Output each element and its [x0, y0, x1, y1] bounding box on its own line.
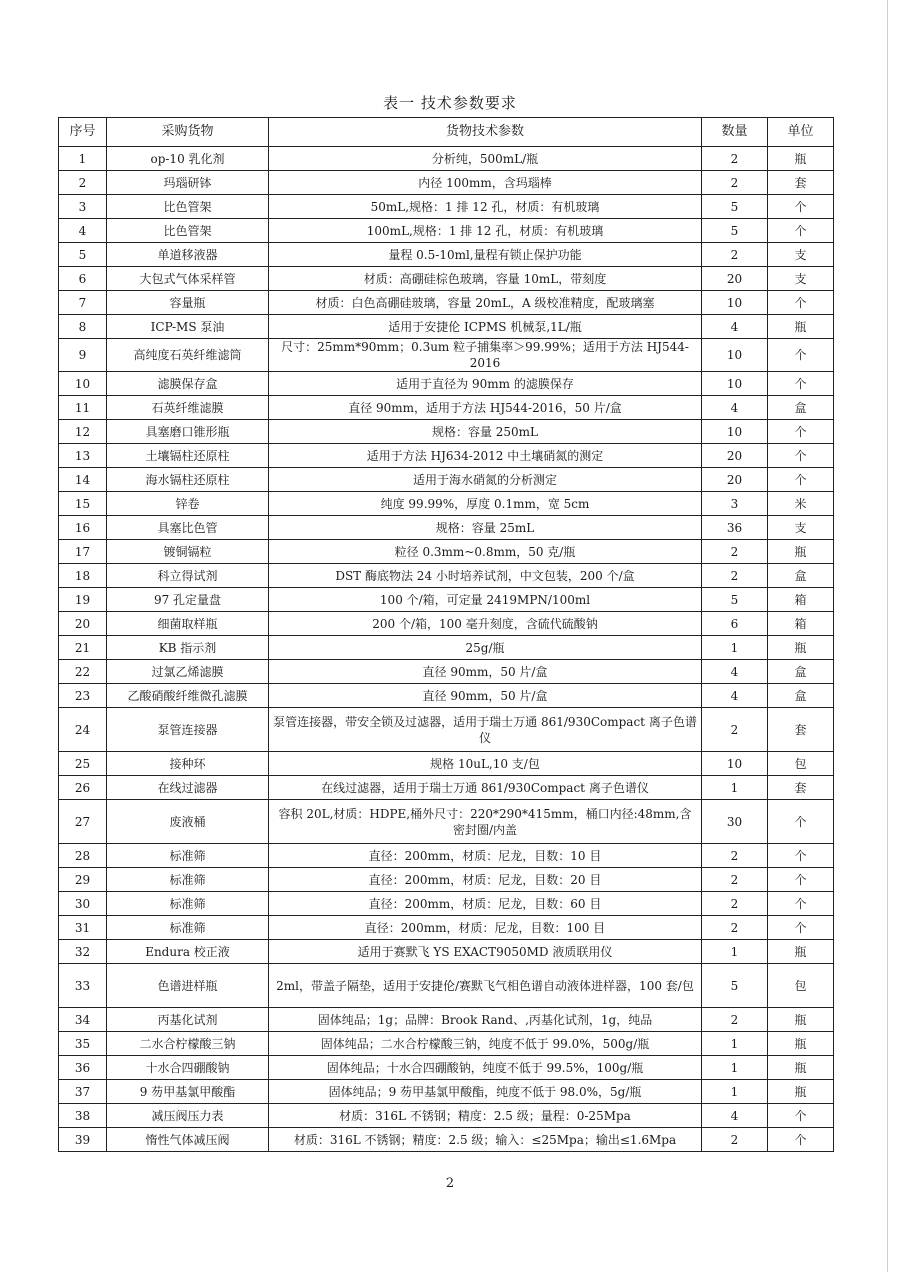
table-row — [59, 776, 834, 800]
cell-index: 18 — [59, 564, 107, 588]
cell-quantity: 20 — [702, 267, 768, 291]
cell-item: 具塞比色管 — [107, 516, 269, 540]
cell-spec: 固体纯品；1g；品牌：Brook Rand、,丙基化试剂，1g，纯品 — [269, 1008, 702, 1032]
cell-index: 23 — [59, 684, 107, 708]
cell-index: 24 — [59, 708, 107, 752]
table-row — [59, 588, 834, 612]
cell-spec: 纯度 99.99%，厚度 0.1mm，宽 5cm — [269, 492, 702, 516]
cell-item: 镀铜镉粒 — [107, 540, 269, 564]
cell-unit: 个 — [768, 844, 834, 868]
cell-item: 比色管架 — [107, 219, 269, 243]
cell-unit: 支 — [768, 243, 834, 267]
cell-quantity: 20 — [702, 468, 768, 492]
cell-quantity: 4 — [702, 396, 768, 420]
cell-spec: 直径 90mm，50 片/盒 — [269, 684, 702, 708]
table-row — [59, 800, 834, 844]
table-row — [59, 684, 834, 708]
table-row — [59, 1104, 834, 1128]
cell-quantity: 10 — [702, 420, 768, 444]
table-row — [59, 339, 834, 372]
cell-item: 过氯乙烯滤膜 — [107, 660, 269, 684]
cell-quantity: 1 — [702, 940, 768, 964]
cell-quantity: 4 — [702, 684, 768, 708]
cell-unit: 盒 — [768, 396, 834, 420]
cell-spec: 100 个/箱，可定量 2419MPN/100ml — [269, 588, 702, 612]
cell-index: 9 — [59, 339, 107, 372]
cell-item: 滤膜保存盒 — [107, 372, 269, 396]
cell-item: 锌卷 — [107, 492, 269, 516]
cell-spec: 200 个/箱，100 毫升刻度，含硫代硫酸钠 — [269, 612, 702, 636]
cell-spec: 规格：容量 250mL — [269, 420, 702, 444]
cell-item: 土壤镉柱还原柱 — [107, 444, 269, 468]
cell-unit: 瓶 — [768, 147, 834, 171]
cell-quantity: 36 — [702, 516, 768, 540]
cell-unit: 瓶 — [768, 315, 834, 339]
table-row — [59, 468, 834, 492]
cell-spec: 在线过滤器，适用于瑞士万通 861/930Compact 离子色谱仪 — [269, 776, 702, 800]
cell-spec: 粒径 0.3mm~0.8mm，50 克/瓶 — [269, 540, 702, 564]
cell-item: 高纯度石英纤维滤筒 — [107, 339, 269, 372]
cell-quantity: 2 — [702, 243, 768, 267]
cell-quantity: 2 — [702, 540, 768, 564]
cell-index: 32 — [59, 940, 107, 964]
table-row — [59, 1056, 834, 1080]
cell-index: 17 — [59, 540, 107, 564]
cell-index: 10 — [59, 372, 107, 396]
cell-spec: 材质：白色高硼硅玻璃，容量 20mL，A 级校准精度，配玻璃塞 — [269, 291, 702, 315]
cell-index: 36 — [59, 1056, 107, 1080]
cell-item: op-10 乳化剂 — [107, 147, 269, 171]
cell-spec: 容积 20L,材质：HDPE,桶外尺寸：220*290*415mm，桶口内径:48mm,含密封圈/内盖 — [269, 800, 702, 844]
cell-item: 乙酸硝酸纤维微孔滤膜 — [107, 684, 269, 708]
table-row — [59, 147, 834, 171]
cell-spec: 直径：200mm，材质：尼龙，目数：20 目 — [269, 868, 702, 892]
cell-item: 惰性气体减压阀 — [107, 1128, 269, 1152]
cell-item: 比色管架 — [107, 195, 269, 219]
cell-spec: 规格：容量 25mL — [269, 516, 702, 540]
cell-spec: 分析纯，500mL/瓶 — [269, 147, 702, 171]
cell-quantity: 2 — [702, 868, 768, 892]
cell-item: 科立得试剂 — [107, 564, 269, 588]
cell-quantity: 1 — [702, 1032, 768, 1056]
cell-item: 玛瑙研钵 — [107, 171, 269, 195]
cell-quantity: 2 — [702, 1008, 768, 1032]
cell-index: 20 — [59, 612, 107, 636]
cell-spec: 50mL,规格：1 排 12 孔，材质：有机玻璃 — [269, 195, 702, 219]
cell-unit: 个 — [768, 916, 834, 940]
header-item: 采购货物 — [107, 118, 269, 147]
cell-quantity: 5 — [702, 588, 768, 612]
cell-item: 细菌取样瓶 — [107, 612, 269, 636]
cell-unit: 个 — [768, 219, 834, 243]
cell-quantity: 4 — [702, 1104, 768, 1128]
cell-index: 5 — [59, 243, 107, 267]
cell-unit: 个 — [768, 868, 834, 892]
cell-unit: 个 — [768, 372, 834, 396]
cell-index: 19 — [59, 588, 107, 612]
cell-item: 单道移液器 — [107, 243, 269, 267]
cell-item: 9 芴甲基氯甲酸酯 — [107, 1080, 269, 1104]
cell-index: 15 — [59, 492, 107, 516]
cell-spec: 适用于海水硝氮的分析测定 — [269, 468, 702, 492]
cell-spec: 2ml，带盖子隔垫，适用于安捷伦/赛默飞气相色谱自动液体进样器，100 套/包 — [269, 964, 702, 1008]
cell-unit: 个 — [768, 1128, 834, 1152]
cell-spec: 直径：200mm，材质：尼龙，目数：100 目 — [269, 916, 702, 940]
cell-index: 16 — [59, 516, 107, 540]
cell-item: 具塞磨口锥形瓶 — [107, 420, 269, 444]
header-index: 序号 — [59, 118, 107, 147]
cell-quantity: 1 — [702, 1080, 768, 1104]
cell-quantity: 2 — [702, 147, 768, 171]
cell-unit: 支 — [768, 516, 834, 540]
cell-item: 标准筛 — [107, 844, 269, 868]
cell-item: 97 孔定量盘 — [107, 588, 269, 612]
cell-spec: 适用于方法 HJ634-2012 中土壤硝氮的测定 — [269, 444, 702, 468]
cell-quantity: 5 — [702, 219, 768, 243]
table-row — [59, 708, 834, 752]
cell-item: 石英纤维滤膜 — [107, 396, 269, 420]
cell-index: 30 — [59, 892, 107, 916]
cell-index: 35 — [59, 1032, 107, 1056]
cell-index: 34 — [59, 1008, 107, 1032]
cell-spec: 直径：200mm，材质：尼龙，目数：60 目 — [269, 892, 702, 916]
cell-index: 29 — [59, 868, 107, 892]
cell-index: 28 — [59, 844, 107, 868]
table-row — [59, 171, 834, 195]
cell-quantity: 10 — [702, 372, 768, 396]
cell-unit: 套 — [768, 708, 834, 752]
cell-item: 标准筛 — [107, 892, 269, 916]
table-row — [59, 868, 834, 892]
cell-spec: DST 酶底物法 24 小时培养试剂，中文包装，200 个/盒 — [269, 564, 702, 588]
cell-quantity: 4 — [702, 315, 768, 339]
table-row — [59, 540, 834, 564]
cell-index: 12 — [59, 420, 107, 444]
cell-spec: 规格 10uL,10 支/包 — [269, 752, 702, 776]
cell-spec: 固体纯品；二水合柠檬酸三钠，纯度不低于 99.0%，500g/瓶 — [269, 1032, 702, 1056]
cell-quantity: 2 — [702, 1128, 768, 1152]
cell-spec: 适用于赛默飞 YS EXACT9050MD 液质联用仪 — [269, 940, 702, 964]
cell-item: 容量瓶 — [107, 291, 269, 315]
cell-index: 27 — [59, 800, 107, 844]
cell-index: 39 — [59, 1128, 107, 1152]
table-row — [59, 1008, 834, 1032]
technical-parameters-table — [58, 117, 834, 1152]
cell-spec: 材质：316L 不锈钢；精度：2.5 级；输入：≤25Mpa；输出≤1.6Mpa — [269, 1128, 702, 1152]
cell-quantity: 4 — [702, 660, 768, 684]
cell-index: 11 — [59, 396, 107, 420]
cell-index: 6 — [59, 267, 107, 291]
cell-index: 14 — [59, 468, 107, 492]
cell-item: 在线过滤器 — [107, 776, 269, 800]
cell-index: 7 — [59, 291, 107, 315]
cell-unit: 套 — [768, 171, 834, 195]
table-header-row — [59, 118, 834, 147]
cell-quantity: 2 — [702, 171, 768, 195]
cell-unit: 个 — [768, 800, 834, 844]
cell-spec: 适用于安捷伦 ICPMS 机械泵,1L/瓶 — [269, 315, 702, 339]
cell-item: 标准筛 — [107, 916, 269, 940]
cell-spec: 尺寸：25mm*90mm；0.3um 粒子捕集率＞99.99%；适用于方法 HJ544-2016 — [269, 339, 702, 372]
cell-unit: 瓶 — [768, 636, 834, 660]
cell-quantity: 2 — [702, 892, 768, 916]
cell-item: 大包式气体采样管 — [107, 267, 269, 291]
cell-spec: 直径 90mm，适用于方法 HJ544-2016，50 片/盒 — [269, 396, 702, 420]
header-unit: 单位 — [768, 118, 834, 147]
cell-item: 泵管连接器 — [107, 708, 269, 752]
cell-quantity: 5 — [702, 195, 768, 219]
cell-item: 接种环 — [107, 752, 269, 776]
table-row — [59, 752, 834, 776]
table-row — [59, 396, 834, 420]
table-row — [59, 1128, 834, 1152]
cell-unit: 盒 — [768, 684, 834, 708]
cell-quantity: 10 — [702, 291, 768, 315]
cell-spec: 100mL,规格：1 排 12 孔，材质：有机玻璃 — [269, 219, 702, 243]
cell-unit: 个 — [768, 468, 834, 492]
cell-unit: 个 — [768, 1104, 834, 1128]
cell-quantity: 1 — [702, 636, 768, 660]
cell-index: 22 — [59, 660, 107, 684]
cell-item: 色谱进样瓶 — [107, 964, 269, 1008]
table-row — [59, 1080, 834, 1104]
table-row — [59, 219, 834, 243]
cell-unit: 包 — [768, 752, 834, 776]
table-row — [59, 372, 834, 396]
table-row — [59, 291, 834, 315]
cell-item: ICP-MS 泵油 — [107, 315, 269, 339]
cell-quantity: 30 — [702, 800, 768, 844]
cell-unit: 箱 — [768, 588, 834, 612]
cell-spec: 适用于直径为 90mm 的滤膜保存 — [269, 372, 702, 396]
cell-spec: 固体纯品；9 芴甲基氯甲酸酯，纯度不低于 98.0%，5g/瓶 — [269, 1080, 702, 1104]
cell-index: 3 — [59, 195, 107, 219]
cell-item: 海水镉柱还原柱 — [107, 468, 269, 492]
cell-unit: 盒 — [768, 564, 834, 588]
page-edge-line — [887, 0, 888, 1272]
cell-quantity: 10 — [702, 752, 768, 776]
cell-unit: 个 — [768, 892, 834, 916]
cell-item: 废液桶 — [107, 800, 269, 844]
cell-index: 38 — [59, 1104, 107, 1128]
table-row — [59, 516, 834, 540]
table-row — [59, 564, 834, 588]
cell-quantity: 5 — [702, 964, 768, 1008]
cell-unit: 瓶 — [768, 540, 834, 564]
table-row — [59, 940, 834, 964]
table-row — [59, 964, 834, 1008]
cell-spec: 内径 100mm，含玛瑙棒 — [269, 171, 702, 195]
cell-unit: 瓶 — [768, 940, 834, 964]
cell-index: 8 — [59, 315, 107, 339]
cell-quantity: 1 — [702, 776, 768, 800]
cell-unit: 支 — [768, 267, 834, 291]
table-row — [59, 660, 834, 684]
page-number: 2 — [445, 1176, 455, 1191]
cell-unit: 瓶 — [768, 1056, 834, 1080]
cell-unit: 个 — [768, 444, 834, 468]
table-row — [59, 420, 834, 444]
table-row — [59, 195, 834, 219]
table-row — [59, 636, 834, 660]
cell-unit: 盒 — [768, 660, 834, 684]
cell-spec: 固体纯品；十水合四硼酸钠，纯度不低于 99.5%，100g/瓶 — [269, 1056, 702, 1080]
cell-spec: 材质：316L 不锈钢；精度：2.5 级；量程：0-25Mpa — [269, 1104, 702, 1128]
cell-index: 4 — [59, 219, 107, 243]
cell-item: 标准筛 — [107, 868, 269, 892]
cell-spec: 直径：200mm，材质：尼龙，目数：10 目 — [269, 844, 702, 868]
table-row — [59, 267, 834, 291]
header-spec: 货物技术参数 — [269, 118, 702, 147]
cell-item: 二水合柠檬酸三钠 — [107, 1032, 269, 1056]
cell-unit: 个 — [768, 291, 834, 315]
table-row — [59, 916, 834, 940]
table-row — [59, 444, 834, 468]
cell-unit: 箱 — [768, 612, 834, 636]
cell-quantity: 2 — [702, 844, 768, 868]
header-quantity: 数量 — [702, 118, 768, 147]
cell-unit: 套 — [768, 776, 834, 800]
cell-quantity: 2 — [702, 708, 768, 752]
cell-quantity: 2 — [702, 916, 768, 940]
cell-quantity: 20 — [702, 444, 768, 468]
cell-item: Endura 校正液 — [107, 940, 269, 964]
cell-quantity: 2 — [702, 564, 768, 588]
cell-quantity: 10 — [702, 339, 768, 372]
cell-item: 十水合四硼酸钠 — [107, 1056, 269, 1080]
table-row — [59, 243, 834, 267]
cell-spec: 直径 90mm，50 片/盒 — [269, 660, 702, 684]
cell-unit: 瓶 — [768, 1032, 834, 1056]
cell-unit: 包 — [768, 964, 834, 1008]
cell-quantity: 1 — [702, 1056, 768, 1080]
table-row — [59, 612, 834, 636]
table-row — [59, 1032, 834, 1056]
cell-spec: 25g/瓶 — [269, 636, 702, 660]
table-body — [59, 147, 834, 1152]
cell-index: 21 — [59, 636, 107, 660]
cell-index: 31 — [59, 916, 107, 940]
cell-index: 2 — [59, 171, 107, 195]
table-row — [59, 892, 834, 916]
cell-index: 1 — [59, 147, 107, 171]
cell-quantity: 6 — [702, 612, 768, 636]
cell-index: 25 — [59, 752, 107, 776]
cell-unit: 个 — [768, 339, 834, 372]
cell-item: 丙基化试剂 — [107, 1008, 269, 1032]
cell-item: 减压阀压力表 — [107, 1104, 269, 1128]
cell-index: 33 — [59, 964, 107, 1008]
cell-item: KB 指示剂 — [107, 636, 269, 660]
cell-unit: 个 — [768, 195, 834, 219]
cell-unit: 米 — [768, 492, 834, 516]
cell-index: 26 — [59, 776, 107, 800]
table-row — [59, 315, 834, 339]
cell-quantity: 3 — [702, 492, 768, 516]
cell-unit: 个 — [768, 420, 834, 444]
cell-unit: 瓶 — [768, 1080, 834, 1104]
table-row — [59, 844, 834, 868]
cell-spec: 量程 0.5-10ml,量程有锁止保护功能 — [269, 243, 702, 267]
cell-spec: 泵管连接器，带安全锁及过滤器，适用于瑞士万通 861/930Compact 离子色谱仪 — [269, 708, 702, 752]
table-title: 表一 技术参数要求 — [383, 94, 517, 112]
table-row — [59, 492, 834, 516]
cell-index: 13 — [59, 444, 107, 468]
cell-spec: 材质：高硼硅棕色玻璃，容量 10mL，带刻度 — [269, 267, 702, 291]
cell-index: 37 — [59, 1080, 107, 1104]
cell-unit: 瓶 — [768, 1008, 834, 1032]
